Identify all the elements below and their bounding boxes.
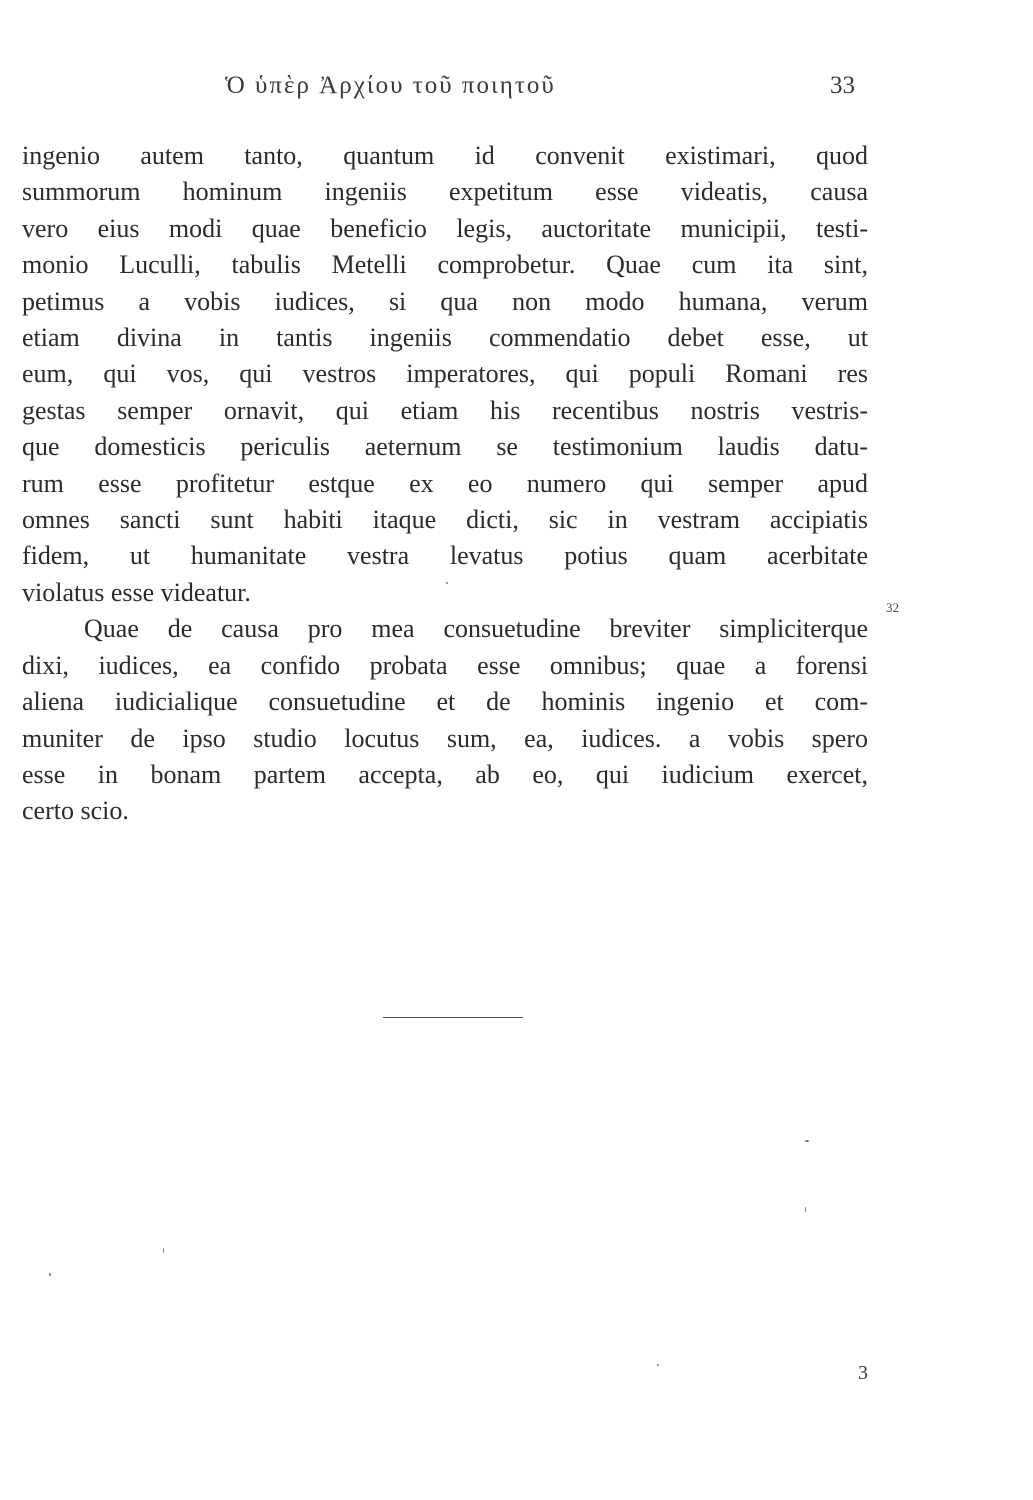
text-line: omnes sancti sunt habiti itaque dicti, sic in vestram accipiatis: [22, 505, 868, 535]
text-line: summorum hominum ingeniis expetitum esse videatis, causa: [22, 177, 868, 207]
text-line: Quae de causa pro mea consuetudine breviter simpliciterque: [84, 614, 868, 644]
text-line: aliena iudicialique consuetudine et de hominis ingenio et com-: [22, 687, 868, 717]
text-line: violatus esse videatur.: [22, 577, 251, 607]
paper-speck: [49, 1273, 51, 1276]
text-line: etiam divina in tantis ingeniis commendatio debet esse, ut: [22, 323, 868, 353]
signature-mark: 3: [858, 1362, 868, 1384]
margin-section-number: 32: [886, 600, 899, 615]
text-line: dixi, iudices, ea confido probata esse omnibus; quae a forensi: [22, 650, 868, 680]
text-line: certo scio.: [22, 796, 129, 826]
paper-speck: [163, 1248, 164, 1253]
paper-speck: [805, 1140, 809, 1142]
text-line: eum, qui vos, qui vestros imperatores, qui populi Romani res: [22, 359, 868, 389]
paper-speck: [657, 1364, 659, 1366]
text-line: ingenio autem tanto, quantum id convenit existimari, quod: [22, 141, 868, 170]
text-line: esse in bonam partem accepta, ab eo, qui iudicium exercet,: [22, 759, 868, 789]
text-line: vero eius modi quae beneficio legis, auctoritate municipii, testi-: [22, 213, 868, 243]
text-line: muniter de ipso studio locutus sum, ea, iudices. a vobis spero: [22, 723, 868, 753]
running-head: [0, 72, 1033, 112]
text-line: gestas semper ornavit, qui etiam his recentibus nostris vestris-: [22, 395, 868, 425]
paragraph-2: [22, 611, 868, 829]
running-title: Ὁ ὑπὲρ Ἀρχίου τοῦ ποιητοῦ: [225, 72, 556, 99]
text-line: petimus a vobis iudices, si qua non modo humana, verum: [22, 286, 868, 316]
text-line: fidem, ut humanitate vestra levatus potius quam acerbitate: [22, 541, 868, 571]
text-line: rum esse profitetur estque ex eo numero qui semper apud: [22, 468, 868, 498]
page-number: 33: [830, 72, 855, 99]
paper-speck: [446, 582, 448, 584]
end-rule: [383, 1017, 523, 1018]
text-line: monio Luculli, tabulis Metelli comprobetur. Quae cum ita sint,: [22, 250, 868, 280]
paper-speck: [805, 1207, 806, 1212]
paragraph-1: [22, 138, 868, 611]
body-text: [22, 138, 868, 830]
text-line: que domesticis periculis aeternum se testimonium laudis datu-: [22, 432, 868, 462]
